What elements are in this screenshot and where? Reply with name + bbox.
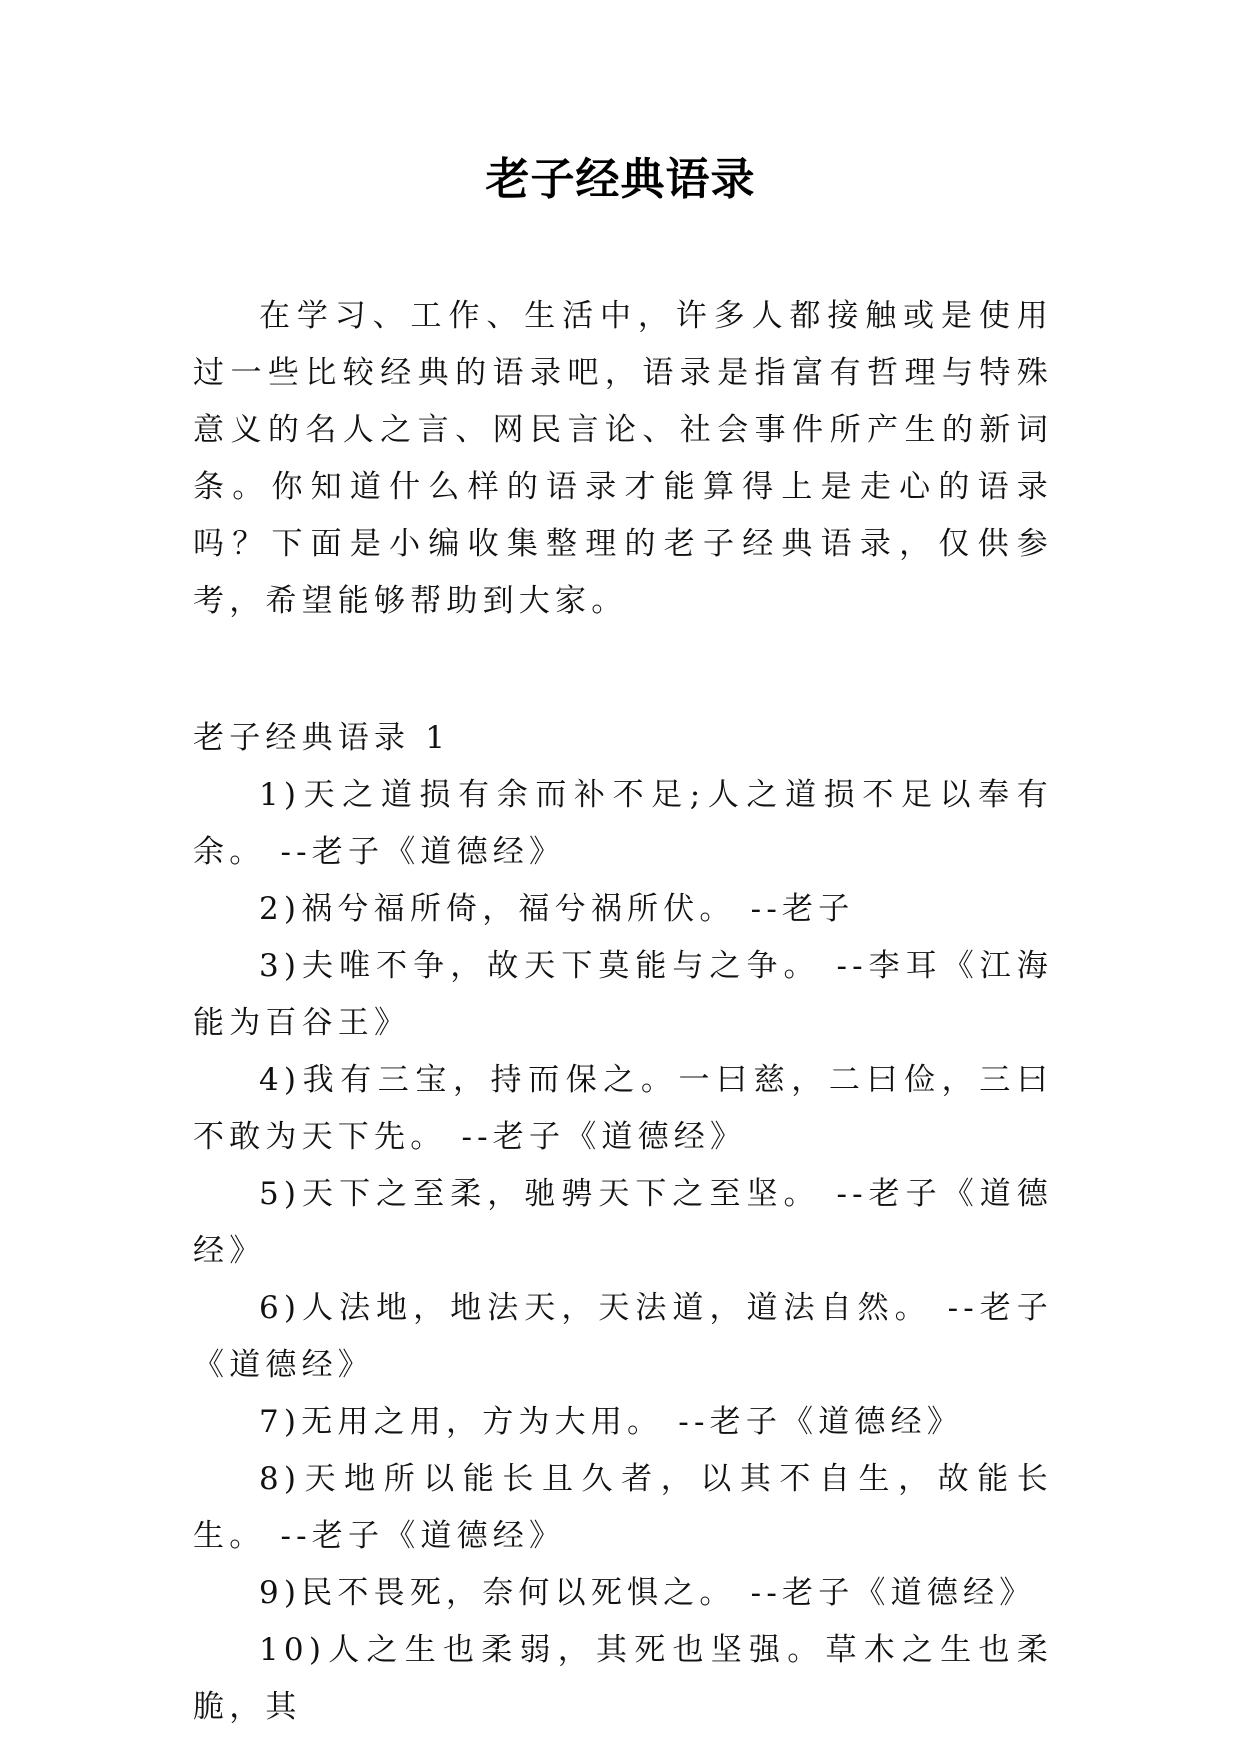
- intro-paragraph: 在学习、工作、生活中，许多人都接触或是使用过一些比较经典的语录吧，语录是指富有哲理与特殊意义的名人之言、网民言论、社会事件所产生的新词条。你知道什么样的语录才能算得上是走心的语录吗？下面是小编收集整理的老子经典语录，仅供参考，希望能够帮助到大家。: [193, 298, 1053, 619]
- document-title: 老子经典语录: [485, 154, 756, 205]
- quote-item-4: 4)我有三宝，持而保之。一曰慈，二曰俭，三曰不敢为天下先。 --老子《道德经》: [193, 1062, 1053, 1155]
- quote-item-5: 5)天下之至柔，驰骋天下之至坚。 --老子《道德经》: [193, 1176, 1053, 1269]
- quote-item-10: 10)人之生也柔弱，其死也坚强。草木之生也柔脆，其: [193, 1632, 1053, 1725]
- document-body: [193, 288, 1053, 1736]
- quote-item-3: 3)夫唯不争，故天下莫能与之争。 --李耳《江海能为百谷王》: [193, 948, 1053, 1041]
- quote-item-7: 7)无用之用，方为大用。 --老子《道德经》: [259, 1404, 964, 1440]
- section-heading: 老子经典语录 1: [193, 720, 451, 756]
- quote-item-6: 6)人法地，地法天，天法道，道法自然。 --老子《道德经》: [193, 1290, 1053, 1383]
- quote-item-2: 2)祸兮福所倚，福兮祸所伏。 --老子: [259, 891, 855, 927]
- quote-item-8: 8)天地所以能长且久者，以其不自生，故能长生。 --老子《道德经》: [193, 1461, 1053, 1554]
- quote-item-9: 9)民不畏死，奈何以死惧之。 --老子《道德经》: [259, 1575, 1036, 1611]
- quote-item-1: 1)天之道损有余而补不足;人之道损不足以奉有余。 --老子《道德经》: [193, 777, 1053, 870]
